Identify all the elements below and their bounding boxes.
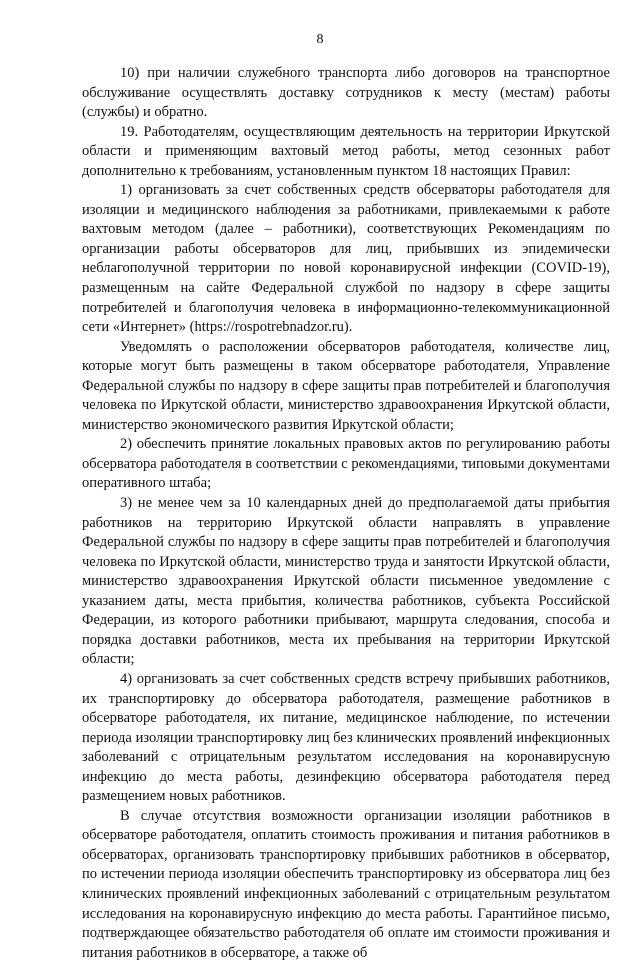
paragraph-item-2: 2) обеспечить принятие локальных правовых актов по регулированию работы обсерватора работодателя в соответствии с рекомендациями, типовыми документами оперативного штаба; <box>82 436 610 492</box>
paragraph-no-isolation-case: В случае отсутствия возможности организации изоляции работников в обсерваторе работодателя, оплатить стоимость проживания и питания работников в обсерваторах, организовать транспортировку прибывших работников в обсерватор, по истечении периода изоляции обеспечить транспортировку из обсерватора лиц без клинических проявлений инфекционных заболеваний с отрицательным результатом исследования на коронавирусную инфекцию до места работы. Гарантийное письмо, подтверждающее обязательство работодателя об оплате им стоимости проживания и питания работников в обсерваторе, а также об <box>82 807 610 961</box>
paragraph-item-3: 3) не менее чем за 10 календарных дней до предполагаемой даты прибытия работников на территорию Иркутской области направлять в управление Федеральной службы по надзору в сфере защиты прав потребителей и благополучия человека по Иркутской области, министерство труда и занятости Иркутской области, министерство здравоохранения Иркутской области письменное уведомление с указанием даты, места прибытия, количества работников, субъекта Российской Федерации, из которого работники прибывают, маршрута следования, способа и порядка доставки работников, места их пребывания на территории Иркутской области; <box>82 495 610 668</box>
page-number: 8 <box>316 32 324 47</box>
paragraph-notify-observers: Уведомлять о расположении обсерваторов работодателя, количестве лиц, которые могут быть размещены в таком обсерваторе работодателя, Управление Федеральной службы по надзору в сфере защиты прав потребителей и благополучия человека по Иркутской области, министерство здравоохранения Иркутской области, министерство экономического развития Иркутской области; <box>82 338 610 433</box>
paragraph-item-1: 1) организовать за счет собственных средств обсерваторы работодателя для изоляции и медицинского наблюдения за работниками, привлекаемыми к работе вахтовым методом (далее – работники), соответствующих Рекомендациям по организации работы обсерваторов для лиц, прибывших из эпидемически неблагополучной территории по новой коронавирусной инфекции (COVID-19), размещенным на сайте Федеральной службой по надзору в сфере защиты потребителей и благополучия человека в информационно-телекоммуникационной сети «Интернет» (https://rospotrebnadzor.ru). <box>82 182 610 336</box>
paragraph-item-4: 4) организовать за счет собственных средств встречу прибывших работников, их транспортировку до обсерватора работодателя, размещение работников в обсерваторе работодателя, их питание, медицинское наблюдение, по истечении периода изоляции транспортировку лиц без клинических проявлений инфекционных заболеваний с отрицательным результатом исследования на коронавирусную инфекцию до места работы, дезинфекцию обсерватора работодателя перед размещением новых работников. <box>82 670 610 805</box>
document-body <box>82 64 610 963</box>
paragraph-section-19: 19. Работодателям, осуществляющим деятельность на территории Иркутской области и применяющим вахтовый метод работы, метод сезонных работ дополнительно к требованиям, установленным пунктом 18 настоящих Правил: <box>82 123 610 179</box>
paragraph-item-10: 10) при наличии служебного транспорта либо договоров на транспортное обслуживание осуществлять доставку сотрудников к месту (местам) работы (службы) и обратно. <box>82 65 610 121</box>
